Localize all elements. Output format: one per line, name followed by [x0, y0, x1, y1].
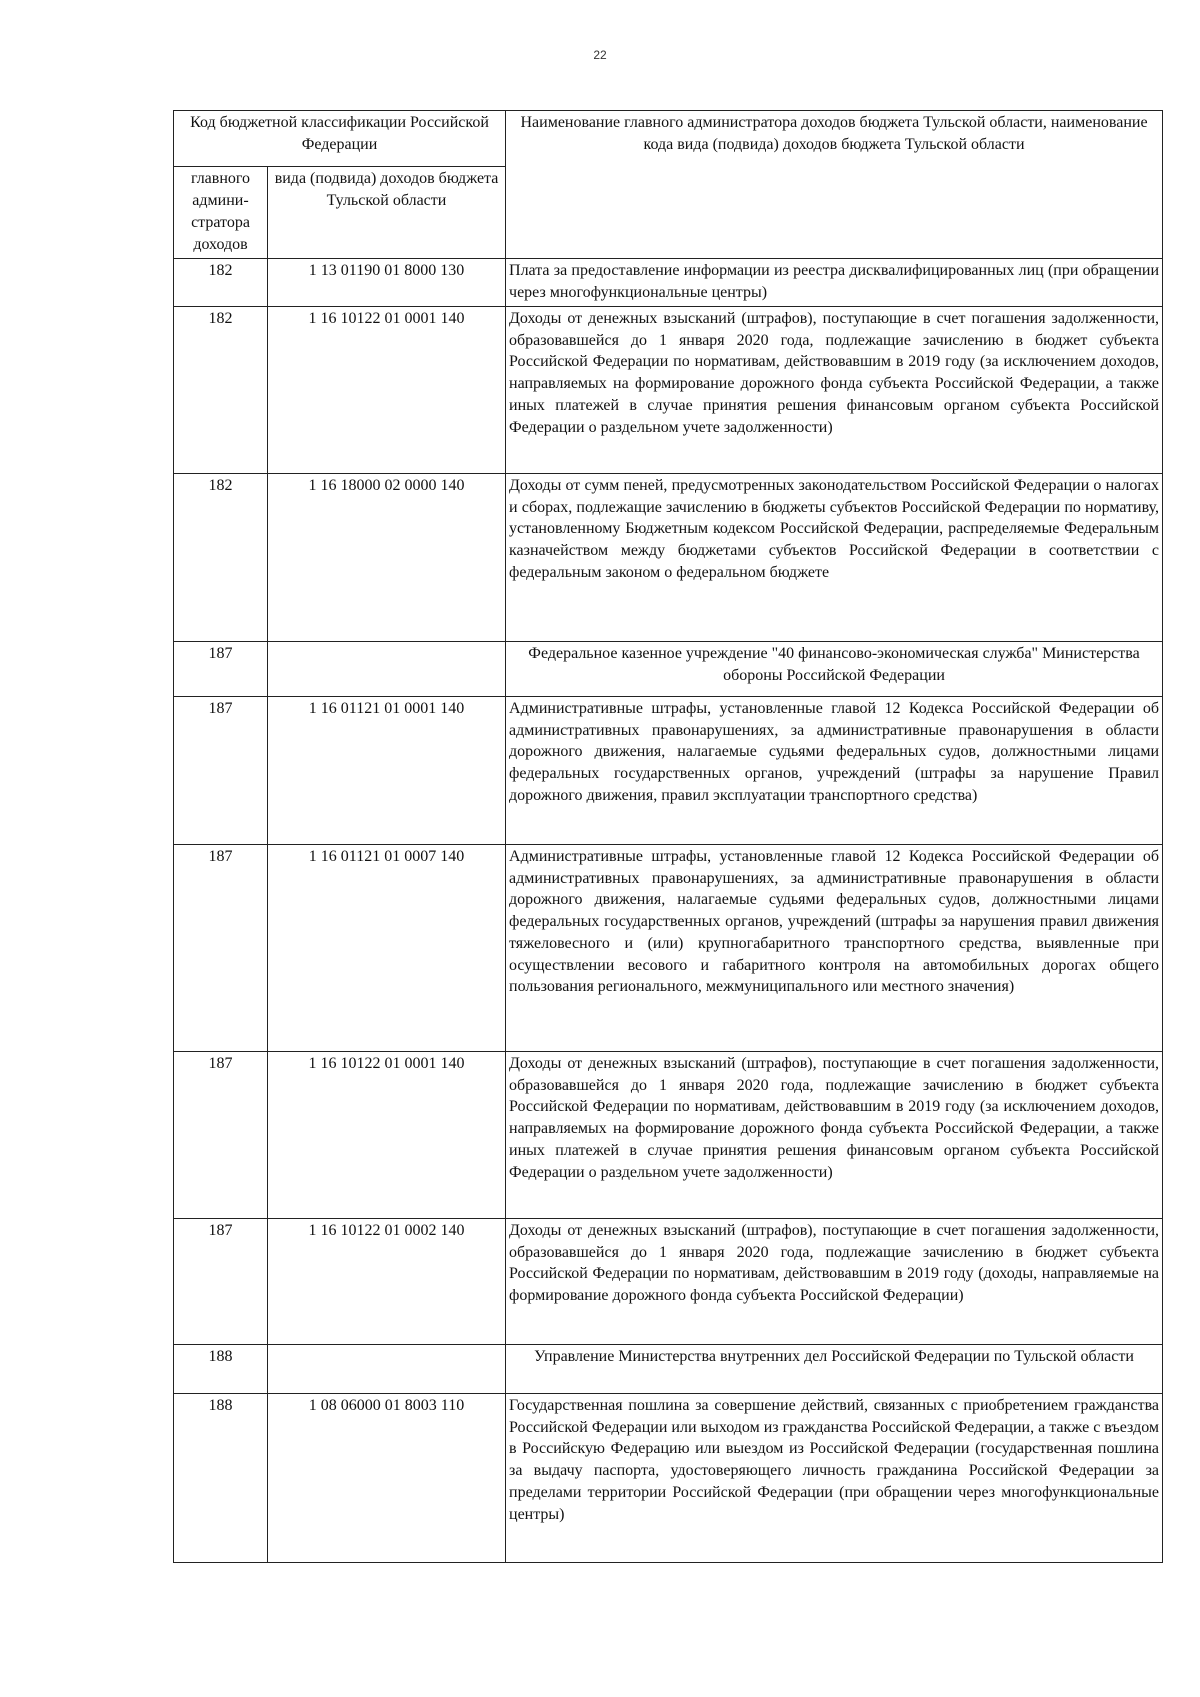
income-code-cell: 1 16 10122 01 0001 140	[268, 307, 506, 474]
table-header	[174, 111, 1163, 259]
income-code-cell: 1 08 06000 01 8003 110	[268, 1394, 506, 1563]
budget-classification-table	[173, 110, 1163, 1563]
table-row	[174, 474, 1163, 642]
header-income-code: вида (подвида) доходов бюджета Тульской области	[268, 167, 506, 259]
table-row-administrator	[174, 1345, 1163, 1394]
header-name: Наименование главного администратора доходов бюджета Тульской области, наименование кода вида (подвида) доходов бюджета Тульской области	[506, 111, 1163, 259]
income-name-cell: Государственная пошлина за совершение действий, связанных с приобретением гражданства Российской Федерации или выходом из гражданства Российской Федерации, а также с въездом в Российскую Федерацию или выездом из Российской Федерации (государственная пошлина за выдачу паспорта, удостоверяющего личность гражданина Российской Федерации за пределами территории Российской Федерации (при обращении через многофункциональные центры)	[506, 1394, 1163, 1563]
table-row-administrator	[174, 642, 1163, 697]
income-name-cell: Доходы от денежных взысканий (штрафов), поступающие в счет погашения задолженности, образовавшейся до 1 января 2020 года, подлежащие зачислению в бюджет субъекта Российской Федерации по нормативам, действовавшим в 2019 году (доходы, направляемые на формирование дорожного фонда субъекта Российской Федерации)	[506, 1219, 1163, 1345]
income-name-cell: Доходы от денежных взысканий (штрафов), поступающие в счет погашения задолженности, образовавшейся до 1 января 2020 года, подлежащие зачислению в бюджет субъекта Российской Федерации по нормативам, действовавшим в 2019 году (за исключением доходов, направляемых на формирование дорожного фонда субъекта Российской Федерации, а также иных платежей в случае принятия решения финансовым органом субъекта Российской Федерации о раздельном учете задолженности)	[506, 307, 1163, 474]
income-code-cell: 1 16 01121 01 0001 140	[268, 697, 506, 845]
admin-code-cell: 182	[174, 259, 268, 307]
table-row	[174, 1219, 1163, 1345]
income-code-cell: 1 13 01190 01 8000 130	[268, 259, 506, 307]
income-code-cell: 1 16 01121 01 0007 140	[268, 845, 506, 1052]
admin-code-cell: 187	[174, 845, 268, 1052]
administrator-name-cell: Управление Министерства внутренних дел Российской Федерации по Тульской области	[506, 1345, 1163, 1394]
table-row	[174, 845, 1163, 1052]
income-code-cell: 1 16 10122 01 0001 140	[268, 1052, 506, 1219]
page-number: 22	[593, 48, 607, 62]
admin-code-cell: 182	[174, 307, 268, 474]
income-name-cell: Административные штрафы, установленные главой 12 Кодекса Российской Федерации об административных правонарушениях, за административные правонарушения в области дорожного движения, налагаемые судьями федеральных судов, должностными лицами федеральных государственных органов, учреждений (штрафы за нарушения правил движения тяжеловесного и (или) крупногабаритного транспортного средства, выявленные при осуществлении весового и габаритного контроля на автомобильных дорогах общего пользования регионального, межмуниципального или местного значения)	[506, 845, 1163, 1052]
table-row	[174, 1052, 1163, 1219]
admin-code-cell: 187	[174, 1052, 268, 1219]
income-code-cell: 1 16 18000 02 0000 140	[268, 474, 506, 642]
admin-code-cell: 187	[174, 697, 268, 845]
table-row	[174, 1394, 1163, 1563]
income-code-cell	[268, 1345, 506, 1394]
administrator-name-cell: Федеральное казенное учреждение "40 финансово-экономическая служба" Министерства обороны Российской Федерации	[506, 642, 1163, 697]
income-code-cell	[268, 642, 506, 697]
income-name-cell: Доходы от денежных взысканий (штрафов), поступающие в счет погашения задолженности, образовавшейся до 1 января 2020 года, подлежащие зачислению в бюджет субъекта Российской Федерации по нормативам, действовавшим в 2019 году (за исключением доходов, направляемых на формирование дорожного фонда субъекта Российской Федерации, а также иных платежей в случае принятия решения финансовым органом субъекта Российской Федерации о раздельном учете задолженности)	[506, 1052, 1163, 1219]
table-body	[174, 259, 1163, 1563]
table-row	[174, 697, 1163, 845]
table-row	[174, 259, 1163, 307]
admin-code-cell: 182	[174, 474, 268, 642]
income-name-cell: Плата за предоставление информации из реестра дисквалифицированных лиц (при обращении через многофункциональные центры)	[506, 259, 1163, 307]
income-name-cell: Доходы от сумм пеней, предусмотренных законодательством Российской Федерации о налогах и сборах, подлежащие зачислению в бюджеты субъектов Российской Федерации по нормативу, установленному Бюджетным кодексом Российской Федерации, распределяемые Федеральным казначейством между бюджетами субъектов Российской Федерации в соответствии с федеральным законом о федеральном бюджете	[506, 474, 1163, 642]
header-classification-code: Код бюджетной классификации Российской Федерации	[174, 111, 506, 167]
admin-code-cell: 187	[174, 1219, 268, 1345]
income-name-cell: Административные штрафы, установленные главой 12 Кодекса Российской Федерации об административных правонарушениях, за административные правонарушения в области дорожного движения, налагаемые судьями федеральных судов, должностными лицами федеральных государственных органов, учреждений (штрафы за нарушение Правил дорожного движения, правил эксплуатации транспортного средства)	[506, 697, 1163, 845]
admin-code-cell: 187	[174, 642, 268, 697]
header-admin-code: главного админи-стратора доходов	[174, 167, 268, 259]
admin-code-cell: 188	[174, 1394, 268, 1563]
admin-code-cell: 188	[174, 1345, 268, 1394]
table-row	[174, 307, 1163, 474]
income-code-cell: 1 16 10122 01 0002 140	[268, 1219, 506, 1345]
